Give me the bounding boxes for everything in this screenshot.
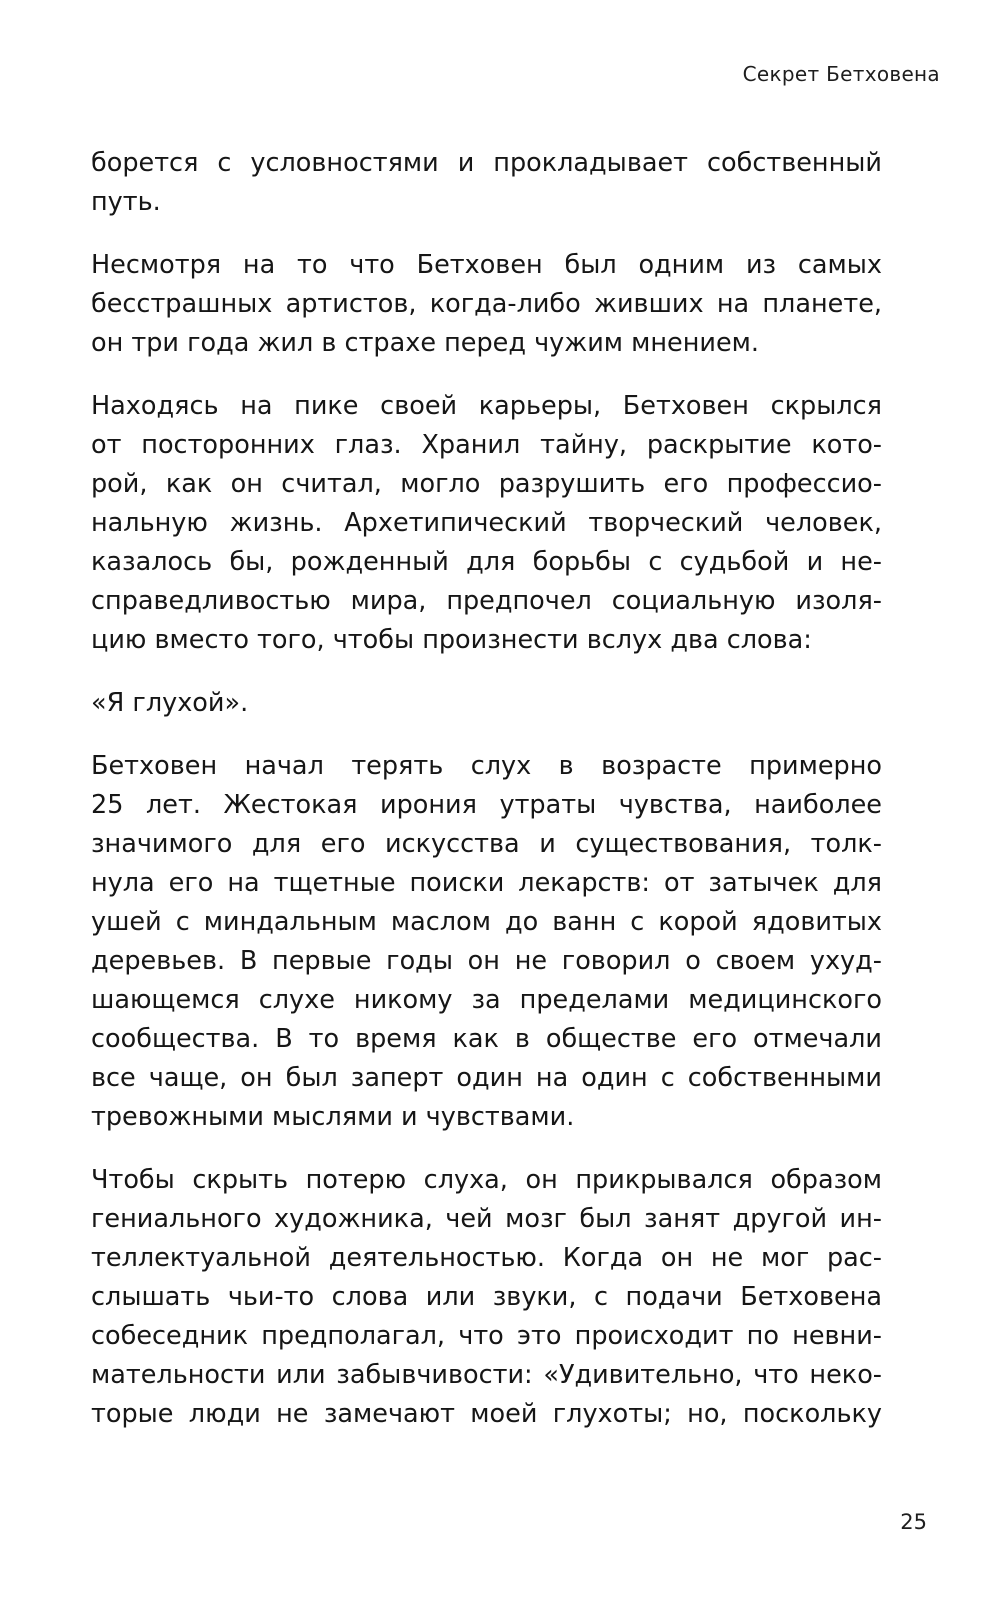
text-line: 25 лет. Жестокая ирония утраты чувства, наиболее: [91, 790, 882, 820]
text-line: слышать чьи-то слова или звуки, с подачи Бетховена: [91, 1282, 882, 1312]
text-line: сообщества. В то время как в обществе его отмечали: [91, 1024, 882, 1054]
text-line: он три года жил в страхе перед чужим мнением.: [91, 328, 760, 358]
text-line: цию вместо того, чтобы произнести вслух два слова:: [91, 625, 812, 655]
paragraph: [91, 246, 882, 363]
running-header: Секрет Бетховена: [742, 62, 940, 86]
text-line: тревожными мыслями и чувствами.: [91, 1102, 575, 1132]
text-line: шающемся слухе никому за пределами медицинского: [91, 985, 882, 1015]
body-text: [91, 144, 882, 1434]
paragraph: [91, 144, 882, 222]
text-line: Находясь на пике своей карьеры, Бетховен скрылся: [91, 391, 882, 421]
text-line: теллектуальной деятельностью. Когда он не мог рас-: [91, 1243, 882, 1273]
paragraph-gap: [91, 222, 882, 246]
text-line: Чтобы скрыть потерю слуха, он прикрывался образом: [91, 1165, 882, 1195]
text-line: собеседник предполагал, что это происходит по невни-: [91, 1321, 882, 1351]
text-line: Несмотря на то что Бетховен был одним из самых: [91, 250, 882, 280]
text-line: от посторонних глаз. Хранил тайну, раскрытие кото-: [91, 430, 882, 460]
paragraph-gap: [91, 363, 882, 387]
text-line: справедливостью мира, предпочел социальную изоля-: [91, 586, 882, 616]
paragraph-gap: [91, 660, 882, 684]
text-line: казалось бы, рожденный для борьбы с судьбой и не-: [91, 547, 882, 577]
text-line: нула его на тщетные поиски лекарств: от затычек для: [91, 868, 882, 898]
text-line: борется с условностями и прокладывает собственный: [91, 148, 882, 178]
text-line: ушей с миндальным маслом до ванн с корой ядовитых: [91, 907, 882, 937]
text-line: рой, как он считал, могло разрушить его профессио-: [91, 469, 882, 499]
text-line: деревьев. В первые годы он не говорил о своем ухуд-: [91, 946, 882, 976]
text-line: нальную жизнь. Архетипический творческий человек,: [91, 508, 882, 538]
text-line: «Я глухой».: [91, 688, 249, 718]
paragraph-gap: [91, 723, 882, 747]
text-line: путь.: [91, 187, 161, 217]
text-line: мательности или забывчивости: «Удивительно, что неко-: [91, 1360, 882, 1390]
paragraph: [91, 387, 882, 660]
paragraph-gap: [91, 1137, 882, 1161]
paragraph: [91, 1161, 882, 1434]
text-line: бесстрашных артистов, когда-либо живших на планете,: [91, 289, 882, 319]
text-line: гениального художника, чей мозг был занят другой ин-: [91, 1204, 882, 1234]
text-line: значимого для его искусства и существования, толк-: [91, 829, 882, 859]
text-line: торые люди не замечают моей глухоты; но, поскольку: [91, 1399, 882, 1429]
paragraph: [91, 747, 882, 1137]
text-line: Бетховен начал терять слух в возрасте примерно: [91, 751, 882, 781]
text-line: все чаще, он был заперт один на один с собственными: [91, 1063, 882, 1093]
paragraph: [91, 684, 882, 723]
page-number: 25: [900, 1510, 927, 1534]
